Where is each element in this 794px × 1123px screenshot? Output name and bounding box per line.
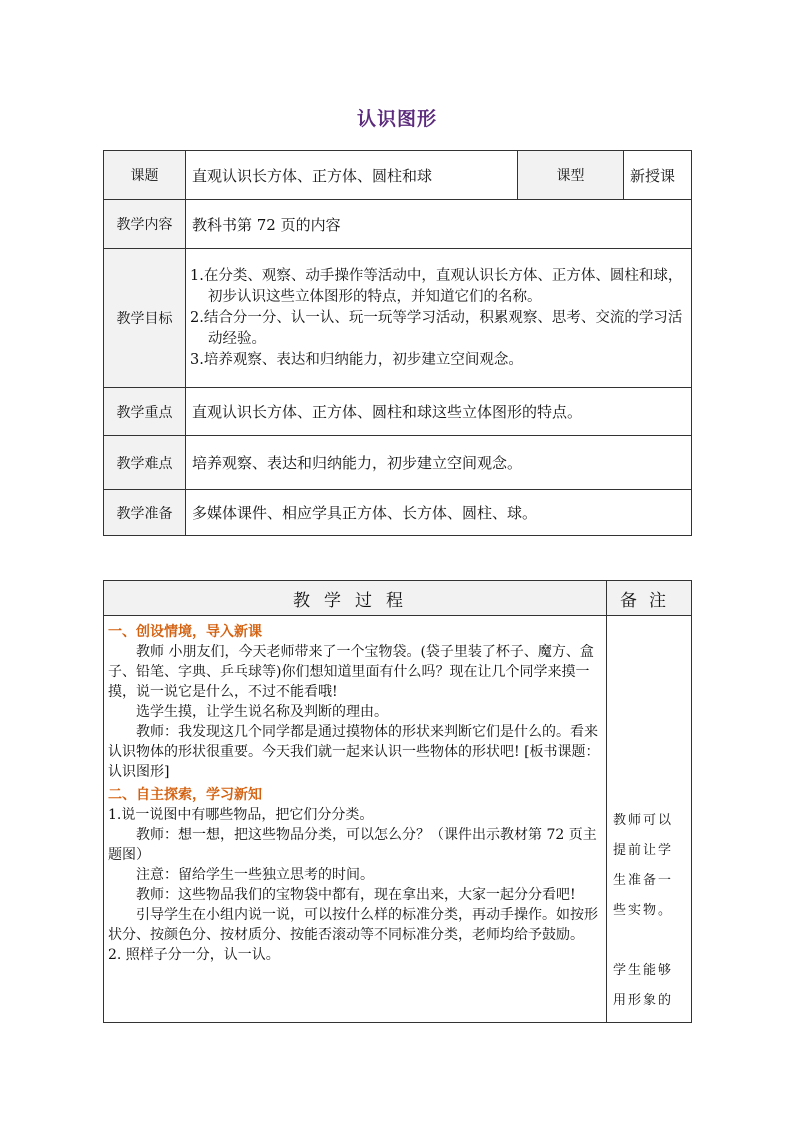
paragraph: 1.说一说图中有哪些物品，把它们分分类。 — [108, 807, 374, 823]
row-topic — [104, 151, 692, 200]
note-1: 教师可以提前让学生准备一些实物。 — [613, 813, 674, 918]
row-content — [104, 200, 692, 249]
process-body — [104, 616, 607, 1023]
note-2: 学生能够用形象的 — [613, 963, 674, 1008]
content-label: 教学内容 — [104, 200, 186, 249]
type-label: 课型 — [518, 151, 624, 200]
section-heading-1: 一、创设情境，导入新课 — [108, 624, 262, 640]
paragraph: 教师：我发现这几个同学都是通过摸物体的形状来判断它们是什么的。看来认识物体的形状很重要。今天我们就一起来认识一些物体的形状吧! [板书课题：认识图形] — [108, 724, 600, 780]
prep-label: 教学准备 — [104, 490, 186, 536]
paragraph: 教师：想一想，把这些物品分类，可以怎么分？（课件出示教材第 72 页主题图） — [108, 827, 597, 863]
goal-label: 教学目标 — [104, 249, 186, 388]
topic-value: 直观认识长方体、正方体、圆柱和球 — [186, 151, 518, 200]
row-prep — [104, 490, 692, 536]
prep-value: 多媒体课件、相应学具正方体、长方体、圆柱、球。 — [186, 490, 692, 536]
paragraph: 注意：留给学生一些独立思考的时间。 — [136, 867, 374, 883]
row-key — [104, 388, 692, 436]
goal-item-3: 3.培养观察、表达和归纳能力，初步建立空间观念。 — [190, 351, 523, 368]
row-difficulty — [104, 436, 692, 490]
paragraph: 教师 小朋友们，今天老师带来了一个宝物袋。(袋子里装了杯子、魔方、盒子、铅笔、字典、乒乓球等)你们想知道里面有什么吗？现在让几个同学来摸一摸，说一说它是什么，不过不能看哦! — [108, 644, 594, 700]
paragraph: 引导学生在小组内说一说，可以按什么样的标准分类，再动手操作。如按形状分、按颜色分、按材质分、按能否滚动等不同标准分类，老师均给予鼓励。 — [108, 907, 598, 943]
difficulty-value: 培养观察、表达和归纳能力，初步建立空间观念。 — [186, 436, 692, 490]
process-header: 教学过程 — [104, 581, 607, 616]
page-title: 认识图形 — [356, 108, 437, 130]
note-column — [607, 616, 692, 1023]
key-label: 教学重点 — [104, 388, 186, 436]
section-heading-2: 二、自主探索，学习新知 — [108, 787, 262, 803]
process-header-row — [104, 581, 692, 616]
key-value: 直观认识长方体、正方体、圆柱和球这些立体图形的特点。 — [186, 388, 692, 436]
difficulty-label: 教学难点 — [104, 436, 186, 490]
goal-item-2: 2.结合分一分、认一认、玩一玩等学习活动，积累观察、思考、交流的学习活动经验。 — [190, 309, 683, 347]
row-goals — [104, 249, 692, 388]
lesson-info-table — [103, 150, 692, 536]
note-header: 备注 — [607, 581, 692, 616]
teaching-process-table — [103, 580, 692, 1023]
paragraph: 教师：这些物品我们的宝物袋中都有，现在拿出来，大家一起分分看吧! — [136, 887, 576, 903]
topic-label: 课题 — [104, 151, 186, 200]
paragraph: 选学生摸，让学生说名称及判断的理由。 — [136, 704, 388, 720]
type-value: 新授课 — [624, 151, 692, 200]
goal-item-1: 1.在分类、观察、动手操作等活动中，直观认识长方体、正方体、圆柱和球，初步认识这些立体图形的特点，并知道它们的名称。 — [190, 267, 683, 305]
content-value: 教科书第 72 页的内容 — [186, 200, 692, 249]
paragraph: 2. 照样子分一分，认一认。 — [108, 947, 280, 963]
goal-list — [186, 249, 692, 388]
process-body-row — [104, 616, 692, 1023]
